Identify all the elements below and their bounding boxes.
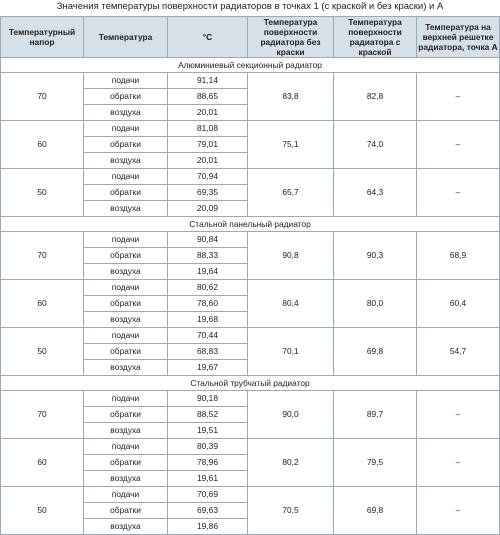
measurement-value: 81,08 bbox=[168, 121, 248, 137]
paint-cell: 74,0 bbox=[334, 121, 417, 169]
measurement-value: 88,33 bbox=[168, 248, 248, 264]
measurement-label: воздуха bbox=[84, 201, 168, 217]
measurement-label: обратки bbox=[84, 296, 168, 312]
paint-cell: 79,5 bbox=[334, 439, 417, 487]
measurement-value: 88,65 bbox=[168, 89, 248, 105]
paint-cell: 69,8 bbox=[334, 487, 417, 535]
paint-cell: 82,8 bbox=[334, 73, 417, 121]
table-row bbox=[1, 280, 500, 296]
measurement-label: подачи bbox=[84, 121, 168, 137]
measurement-value: 68,83 bbox=[168, 344, 248, 360]
grille-cell: – bbox=[417, 121, 500, 169]
measurement-label: воздуха bbox=[84, 471, 168, 487]
section-title: Алюминиевый секционный радиатор bbox=[1, 58, 500, 73]
measurement-value: 19,68 bbox=[168, 312, 248, 328]
measurement-label: обратки bbox=[84, 455, 168, 471]
measurement-value: 69,35 bbox=[168, 185, 248, 201]
radiator-temperature-table bbox=[0, 16, 500, 535]
measurement-label: воздуха bbox=[84, 153, 168, 169]
measurement-label: подачи bbox=[84, 73, 168, 89]
grille-cell: 54,7 bbox=[417, 328, 500, 376]
measurement-value: 88,52 bbox=[168, 407, 248, 423]
header-temperature: Температура bbox=[84, 17, 168, 58]
measurement-value: 79,01 bbox=[168, 137, 248, 153]
measurement-label: подачи bbox=[84, 169, 168, 185]
measurement-label: воздуха bbox=[84, 312, 168, 328]
section-title: Стальной трубчатый радиатор bbox=[1, 376, 500, 391]
table-row bbox=[1, 232, 500, 248]
temp-head-cell: 60 bbox=[1, 280, 84, 328]
grille-cell: – bbox=[417, 169, 500, 217]
measurement-label: подачи bbox=[84, 391, 168, 407]
measurement-label: подачи bbox=[84, 232, 168, 248]
measurement-label: обратки bbox=[84, 89, 168, 105]
grille-cell: – bbox=[417, 391, 500, 439]
measurement-value: 20,09 bbox=[168, 201, 248, 217]
grille-cell: 68,9 bbox=[417, 232, 500, 280]
measurement-value: 90,18 bbox=[168, 391, 248, 407]
temp-head-cell: 50 bbox=[1, 328, 84, 376]
measurement-label: воздуха bbox=[84, 519, 168, 535]
no-paint-cell: 65,7 bbox=[248, 169, 334, 217]
no-paint-cell: 80,4 bbox=[248, 280, 334, 328]
table-row bbox=[1, 121, 500, 137]
measurement-label: обратки bbox=[84, 407, 168, 423]
measurement-label: воздуха bbox=[84, 423, 168, 439]
temp-head-cell: 70 bbox=[1, 232, 84, 280]
no-paint-cell: 90,8 bbox=[248, 232, 334, 280]
temp-head-cell: 50 bbox=[1, 487, 84, 535]
grille-cell: – bbox=[417, 487, 500, 535]
header-degrees: °С bbox=[168, 17, 248, 58]
measurement-label: воздуха bbox=[84, 264, 168, 280]
no-paint-cell: 80,2 bbox=[248, 439, 334, 487]
paint-cell: 80,0 bbox=[334, 280, 417, 328]
measurement-value: 70,94 bbox=[168, 169, 248, 185]
section-title: Стальной панельный радиатор bbox=[1, 217, 500, 232]
measurement-label: подачи bbox=[84, 328, 168, 344]
measurement-value: 90,84 bbox=[168, 232, 248, 248]
measurement-value: 80,62 bbox=[168, 280, 248, 296]
measurement-value: 69,63 bbox=[168, 503, 248, 519]
temp-head-cell: 70 bbox=[1, 73, 84, 121]
table-row bbox=[1, 391, 500, 407]
measurement-label: подачи bbox=[84, 280, 168, 296]
measurement-label: подачи bbox=[84, 487, 168, 503]
measurement-label: обратки bbox=[84, 185, 168, 201]
no-paint-cell: 75,1 bbox=[248, 121, 334, 169]
table-row bbox=[1, 169, 500, 185]
measurement-value: 19,86 bbox=[168, 519, 248, 535]
grille-cell: – bbox=[417, 73, 500, 121]
table-row bbox=[1, 439, 500, 455]
measurement-value: 20,01 bbox=[168, 153, 248, 169]
no-paint-cell: 70,1 bbox=[248, 328, 334, 376]
header-grille: Температура на верхней решетке радиатора, точка А bbox=[417, 17, 500, 58]
section-row bbox=[1, 376, 500, 391]
measurement-label: обратки bbox=[84, 248, 168, 264]
table-row bbox=[1, 73, 500, 89]
measurement-label: обратки bbox=[84, 344, 168, 360]
section-row bbox=[1, 217, 500, 232]
measurement-value: 78,96 bbox=[168, 455, 248, 471]
measurement-value: 80,39 bbox=[168, 439, 248, 455]
header-no-paint: Температура поверхности радиатора без краски bbox=[248, 17, 334, 58]
temp-head-cell: 70 bbox=[1, 391, 84, 439]
measurement-value: 19,51 bbox=[168, 423, 248, 439]
paint-cell: 64,3 bbox=[334, 169, 417, 217]
table-row bbox=[1, 328, 500, 344]
paint-cell: 90,3 bbox=[334, 232, 417, 280]
measurement-value: 78,60 bbox=[168, 296, 248, 312]
header-temp-head: Температурный напор bbox=[1, 17, 84, 58]
grille-cell: 60,4 bbox=[417, 280, 500, 328]
section-row bbox=[1, 58, 500, 73]
table-row bbox=[1, 487, 500, 503]
measurement-value: 70,69 bbox=[168, 487, 248, 503]
no-paint-cell: 83,8 bbox=[248, 73, 334, 121]
measurement-label: обратки bbox=[84, 503, 168, 519]
measurement-value: 19,64 bbox=[168, 264, 248, 280]
temp-head-cell: 60 bbox=[1, 439, 84, 487]
measurement-value: 70,44 bbox=[168, 328, 248, 344]
grille-cell: – bbox=[417, 439, 500, 487]
measurement-label: воздуха bbox=[84, 105, 168, 121]
temp-head-cell: 50 bbox=[1, 169, 84, 217]
measurement-value: 19,67 bbox=[168, 360, 248, 376]
table-caption: Значения температуры поверхности радиаторов в точках 1 (с краской и без краски) и А bbox=[56, 1, 444, 12]
measurement-value: 91,14 bbox=[168, 73, 248, 89]
temp-head-cell: 60 bbox=[1, 121, 84, 169]
no-paint-cell: 70,5 bbox=[248, 487, 334, 535]
paint-cell: 69,8 bbox=[334, 328, 417, 376]
measurement-label: подачи bbox=[84, 439, 168, 455]
measurement-value: 19,61 bbox=[168, 471, 248, 487]
measurement-label: обратки bbox=[84, 137, 168, 153]
header-paint: Температура поверхности радиатора с краской bbox=[334, 17, 417, 58]
measurement-label: воздуха bbox=[84, 360, 168, 376]
header-row bbox=[1, 17, 500, 58]
measurement-value: 20,01 bbox=[168, 105, 248, 121]
paint-cell: 89,7 bbox=[334, 391, 417, 439]
no-paint-cell: 90,0 bbox=[248, 391, 334, 439]
